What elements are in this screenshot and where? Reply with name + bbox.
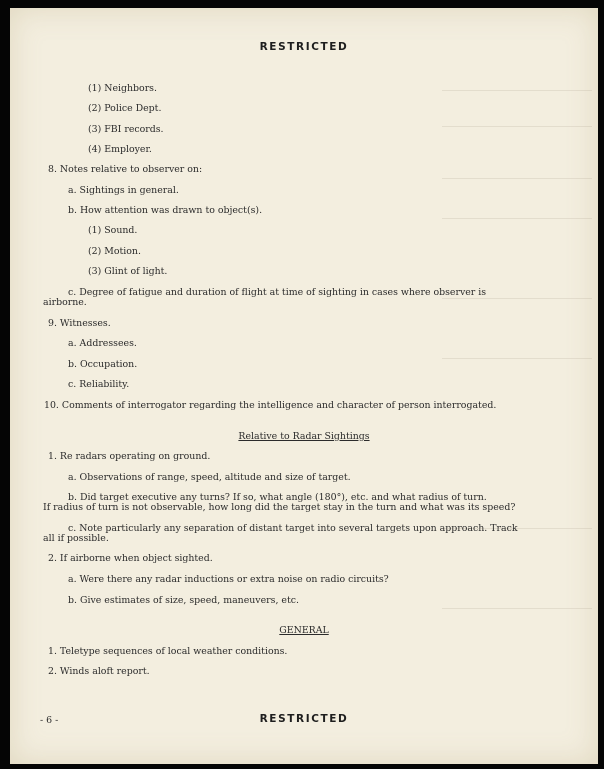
item-9c: c. Reliability. — [68, 379, 130, 390]
item-9-heading: 9. Witnesses. — [48, 318, 111, 329]
radar-item-2b: b. Give estimates of size, speed, maneuvers, etc. — [68, 595, 299, 606]
item-7-2-police: (2) Police Dept. — [88, 103, 162, 114]
radar-item-1c-cont: all if possible. — [43, 533, 109, 544]
general-item-2: 2. Winds aloft report. — [48, 666, 150, 677]
page-number: - 6 - — [40, 715, 59, 726]
item-10: 10. Comments of interrogator regarding the intelligence and character of person interrogated. — [44, 400, 497, 411]
radar-item-1: 1. Re radars operating on ground. — [48, 451, 211, 462]
radar-item-1a: a. Observations of range, speed, altitude and size of target. — [68, 472, 351, 483]
document-page — [10, 8, 598, 764]
item-9a: a. Addressees. — [68, 338, 137, 349]
radar-item-1b-cont: If radius of turn is not observable, how long did the target stay in the turn and what was its speed? — [43, 502, 516, 513]
section-heading-general: GENERAL — [279, 625, 329, 636]
item-8b-1: (1) Sound. — [88, 225, 138, 236]
section-heading-radar: Relative to Radar Sightings — [238, 431, 370, 442]
general-item-1: 1. Teletype sequences of local weather conditions. — [48, 646, 288, 657]
classification-footer: RESTRICTED — [259, 713, 349, 725]
radar-item-1c: c. Note particularly any separation of distant target into several targets upon approach. Track — [68, 523, 518, 534]
item-8b: b. How attention was drawn to object(s). — [68, 205, 263, 216]
item-7-4-employer: (4) Employer. — [88, 144, 152, 155]
radar-item-2a: a. Were there any radar inductions or extra noise on radio circuits? — [68, 574, 389, 585]
item-8b-2: (2) Motion. — [88, 246, 141, 257]
item-7-3-fbi: (3) FBI records. — [88, 124, 164, 135]
classification-header: RESTRICTED — [259, 41, 349, 53]
radar-item-1b: b. Did target executive any turns? If so, what angle (180°), etc. and what radius of turn. — [68, 492, 487, 503]
item-8c: c. Degree of fatigue and duration of flight at time of sighting in cases where observer is — [68, 287, 487, 298]
item-8a: a. Sightings in general. — [68, 185, 179, 196]
item-8b-3: (3) Glint of light. — [88, 266, 168, 277]
item-8c-cont: airborne. — [43, 297, 87, 308]
radar-item-2: 2. If airborne when object sighted. — [48, 553, 213, 564]
item-9b: b. Occupation. — [68, 359, 138, 370]
item-8-heading: 8. Notes relative to observer on: — [48, 164, 203, 175]
item-7-1-neighbors: (1) Neighbors. — [88, 83, 157, 94]
